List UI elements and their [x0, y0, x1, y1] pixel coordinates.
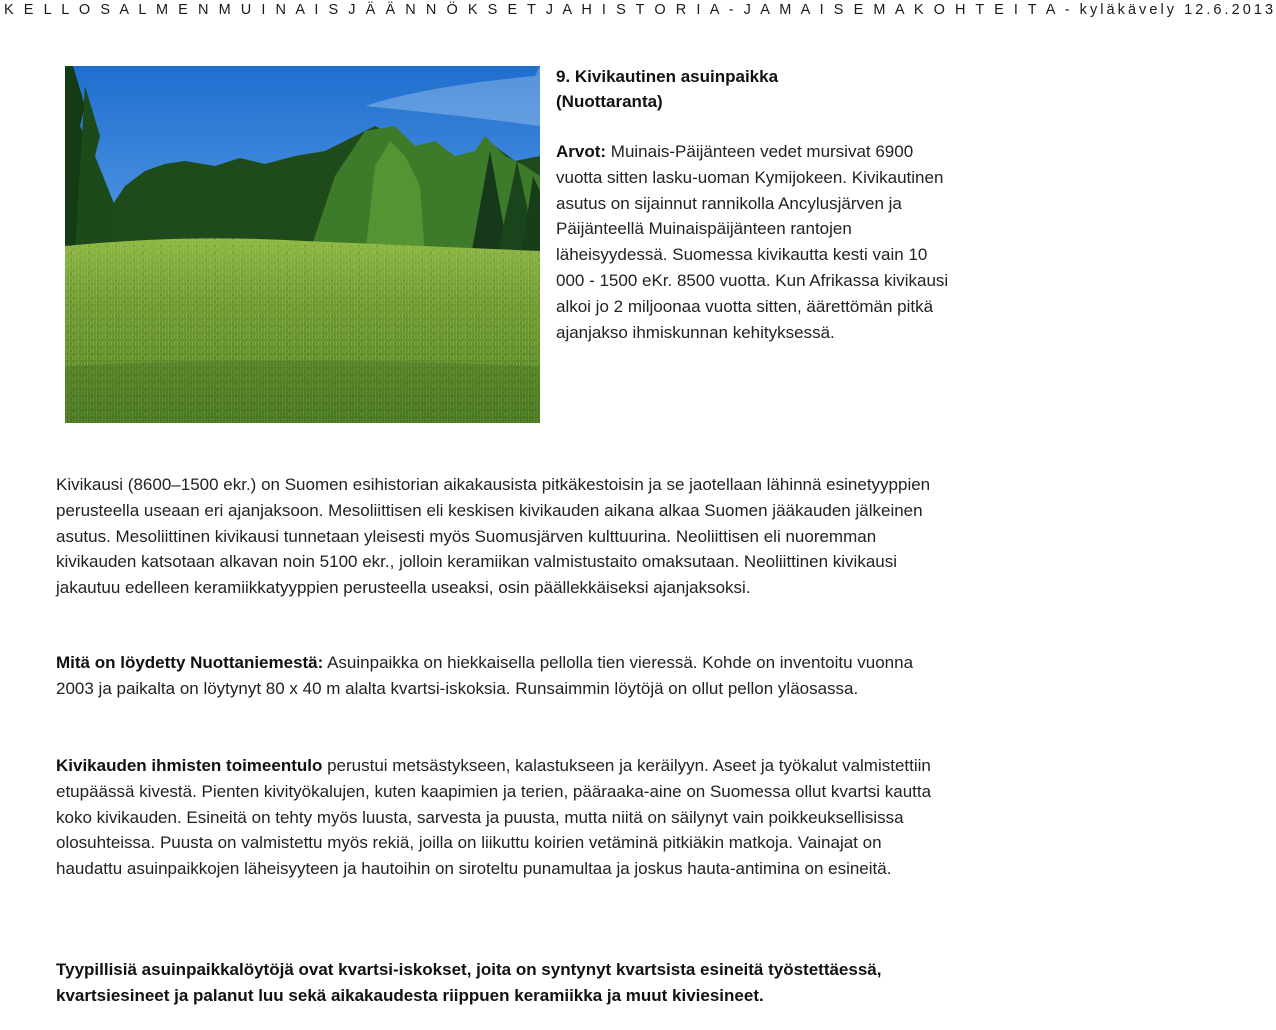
livelihood-paragraph: [56, 753, 936, 882]
site-title-line2: (Nuottaranta): [556, 92, 663, 111]
page-header: K E L L O S A L M E N M U I N A I S J Ä Ä N N Ö K S E T J A H I S T O R I A - J A M A I S E M A K O H T E I T A - kyläkävely 12.6.2013: [4, 2, 1276, 18]
arvot-body: Muinais-Päijänteen vedet mursivat 6900 vuotta sitten lasku-uoman Kymijokeen. Kivikautinen asutus on sijainnut rannikolla Ancylusjärven ja Päijänteellä Muinaispäijänteen rantojen läheisyydessä. Suomessa kivikautta kesti vain 10 000 - 1500 eKr. 8500 vuotta. Kun Afrikassa kivikausi alkoi jo 2 miljoonaa vuotta sitten, äärettömän pitkä ajanjakso ihmiskunnan kehityksessä.: [556, 142, 949, 342]
site-title: [556, 64, 956, 114]
livelihood-body: perustui metsästykseen, kalastukseen ja keräilyyn. Aseet ja työkalut valmistettiin etupäässä kivestä. Pienten kivityökalujen, kuten kaapimien ja terien, pääraaka-aine on Suomessa ollut kvartsi kautta koko kivikauden. Esineitä on tehty myös luusta, sarvesta ja puusta, mutta niitä on säilynyt vain poikkeuksellisissa olosuhteissa. Puusta on valmistettu myös rekiä, joilla on liikuttu koirien vetäminä pitkiäkin matkoja. Vainajat on haudattu asuinpaikkojen läheisyyteen ja hautoihin on siroteltu punamultaa ja joskus hauta-antimina on esineitä.: [56, 756, 932, 879]
site-values-text: [556, 139, 956, 345]
findings-label: Mitä on löydetty Nuottaniemestä:: [56, 653, 324, 672]
arvot-label: Arvot:: [556, 142, 607, 161]
stone-age-paragraph: Kivikausi (8600–1500 ekr.) on Suomen esihistorian aikakausista pitkäkestoisin ja se jaotellaan lähinnä esinetyyppien perusteella useaan eri ajanjaksoon. Mesoliittisen eli keskisen kivikauden aikana alkaa Suomen jääkauden jälkeinen asutus. Mesoliittinen kivikausi tunnetaan yleisesti myös Suomusjärven kulttuurina. Neoliittisen eli nuoremman kivikauden katsotaan alkavan noin 5100 ekr., jolloin keramiikan valmistustaito omaksutaan. Neoliittinen kivikausi jakautuu edelleen keramiikkatyyppien perusteella useaksi, osin päällekkäiseksi ajanjaksoksi.: [56, 475, 931, 598]
site-title-line1: 9. Kivikautinen asuinpaikka: [556, 67, 779, 86]
findings-body: Asuinpaikka on hiekkaisella pellolla tien vieressä. Kohde on inventoitu vuonna 2003 ja paikalta on löytynyt 80 x 40 m alalta kvartsi-iskoksia. Runsaimmin löytöjä on ollut pellon yläosassa.: [56, 653, 914, 698]
meadow-forest-photo: [65, 66, 540, 423]
findings-paragraph: [56, 650, 936, 702]
livelihood-label: Kivikauden ihmisten toimeentulo: [56, 756, 323, 775]
typical-finds-paragraph: Tyypillisiä asuinpaikkalöytöjä ovat kvartsi-iskokset, joita on syntynyt kvartsista esineitä työstettäessä, kvartsiesineet ja palanut luu sekä aikakaudesta riippuen keramiikka ja muut kiviesineet.: [56, 960, 882, 1005]
